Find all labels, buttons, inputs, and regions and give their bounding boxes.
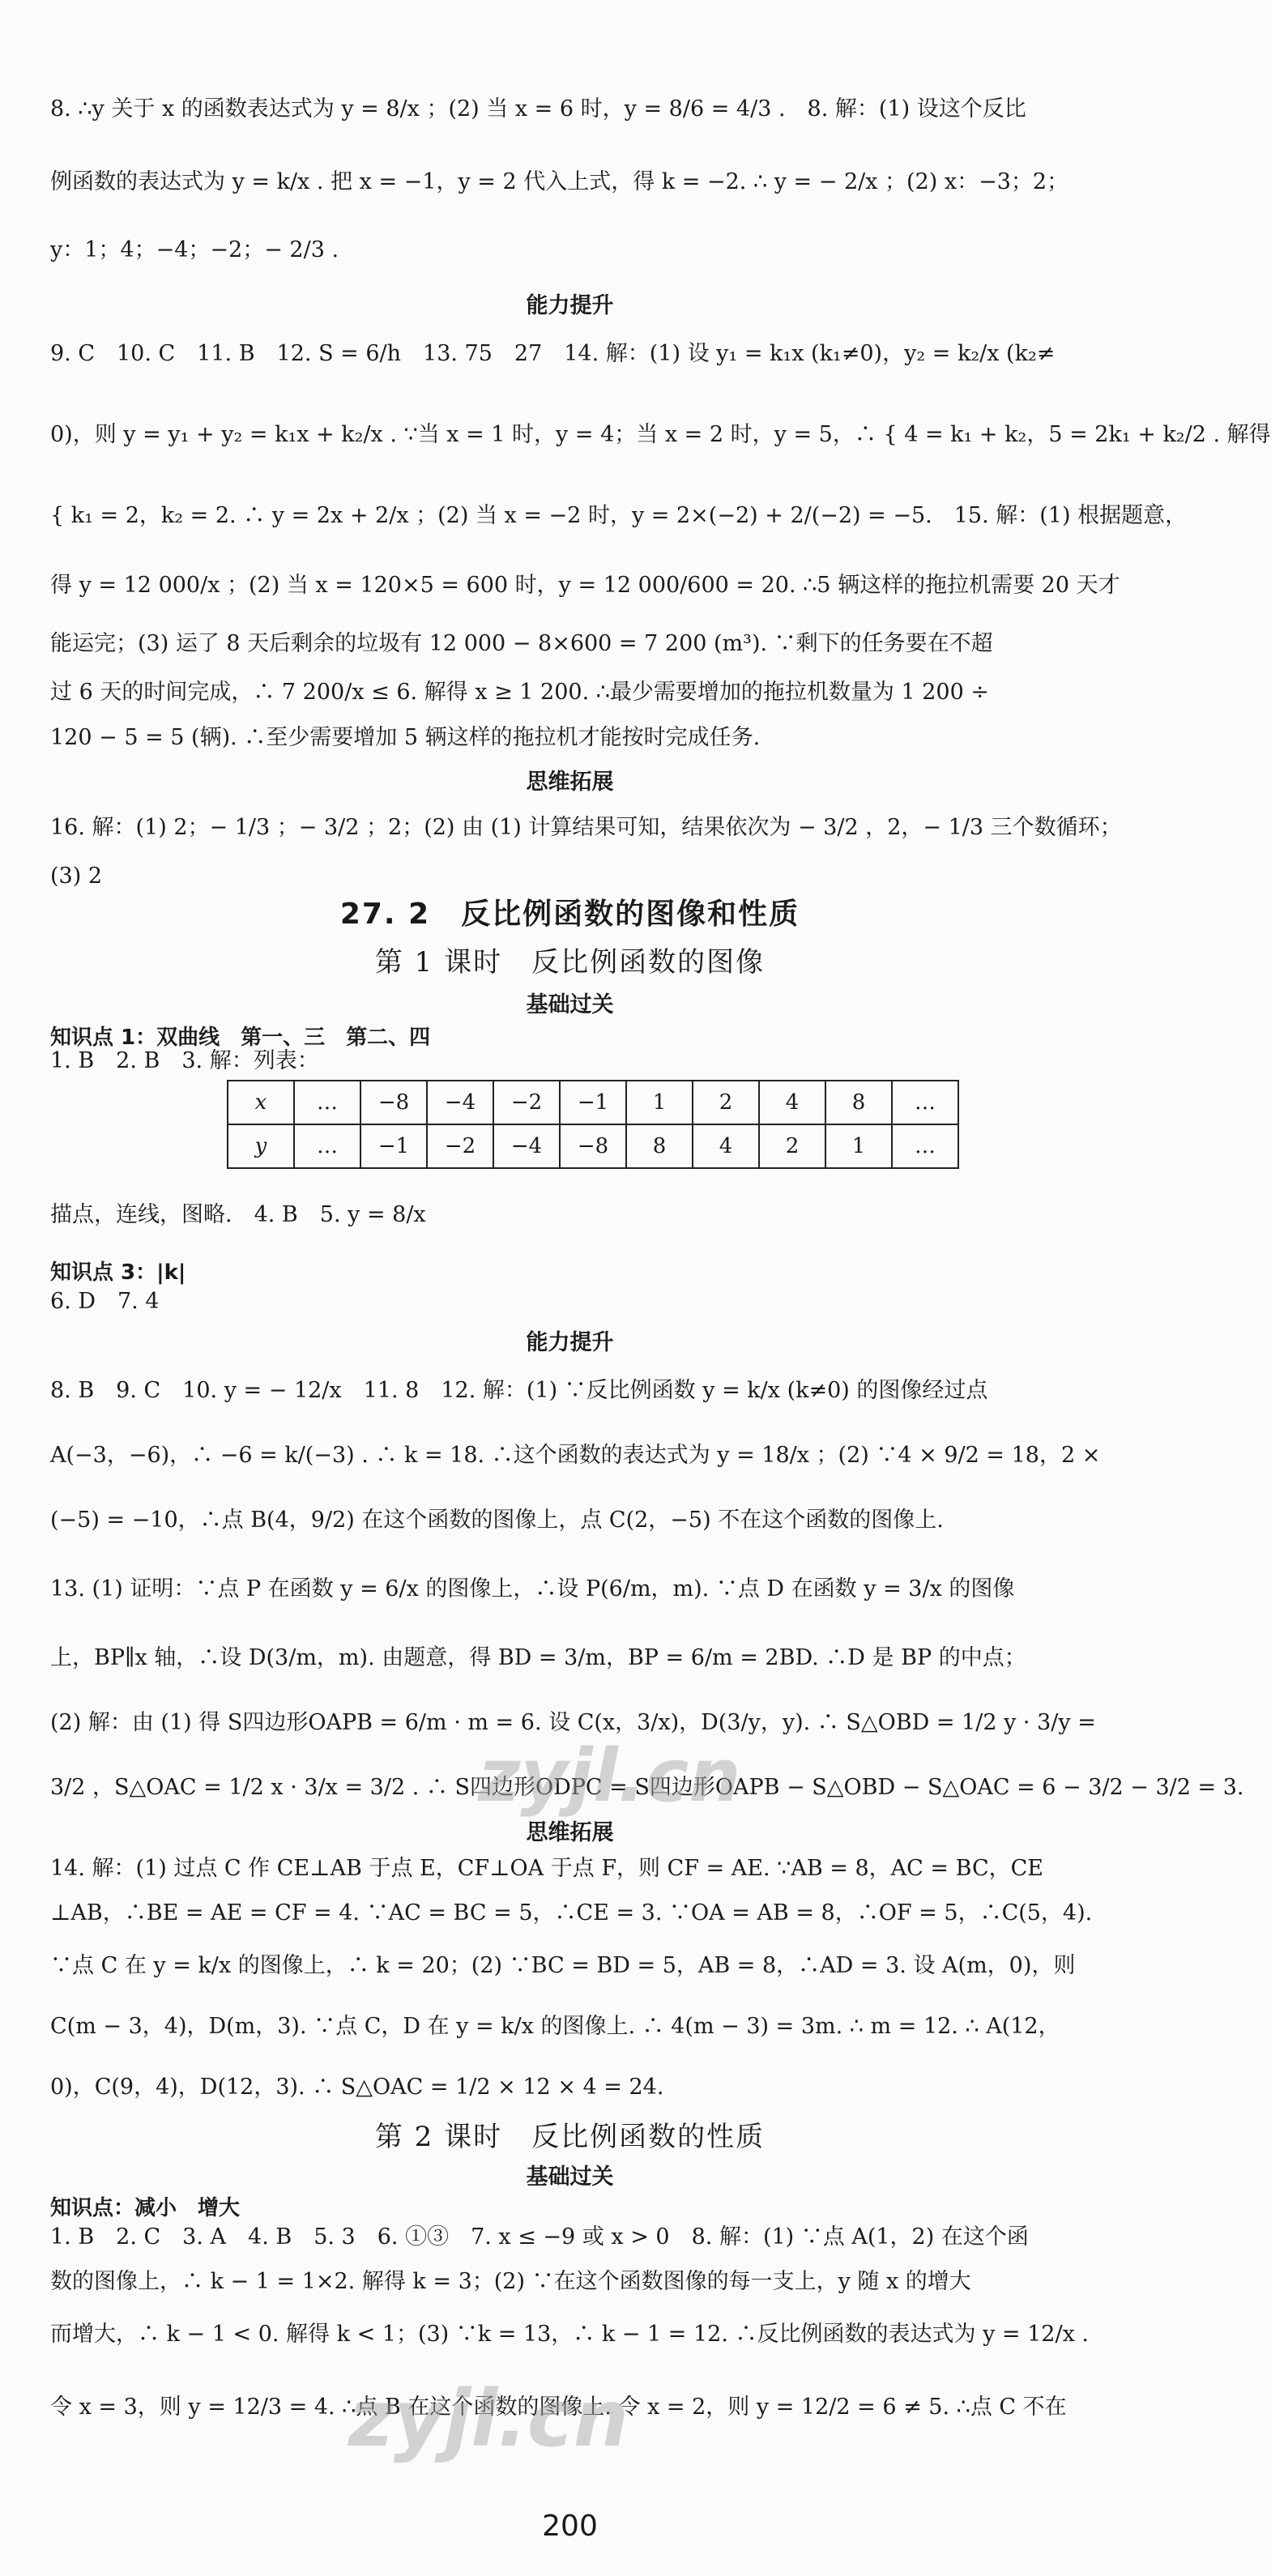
text-line: 16. 解：(1) 2；− 1/3 ；− 3/2 ；2；(2) 由 (1) 计算结果可知，结果依次为 − 3/2 ，2，− 1/3 三个数循环； — [50, 815, 1122, 840]
text-line: 3/2 ，S△OAC = 1/2 x · 3/x = 3/2 . ∴ S四边形ODPC = S四边形OAPB − S△OBD − S△OAC = 6 − 3/2 − 3/2 = 3. — [50, 1775, 1244, 1800]
table-cell: −8 — [360, 1081, 427, 1124]
table-cell: 1 — [626, 1081, 693, 1124]
text-line: (3) 2 — [50, 864, 103, 889]
text-line: 令 x = 3，则 y = 12/3 = 4. ∴点 B 在这个函数的图像上. 令 x = 2，则 y = 12/2 = 6 ≠ 5. ∴点 C 不在 — [50, 2395, 1067, 2420]
heading-ability-1: 能力提升 — [526, 293, 614, 318]
value-table — [227, 1080, 959, 1169]
text-line: 能运完；(3) 运了 8 天后剩余的垃圾有 12 000 − 8×600 = 7 200 (m³). ∵剩下的任务要在不超 — [50, 631, 993, 656]
text-line: ⊥AB，∴BE = AE = CF = 4. ∵AC = BC = 5，∴CE = 3. ∵OA = AB = 8，∴OF = 5，∴C(5，4). — [50, 1900, 1093, 1926]
table-cell: −4 — [427, 1081, 493, 1124]
text-line: (−5) = −10，∴点 B(4，9/2) 在这个函数的图像上，点 C(2，−5) 不在这个函数的图像上. — [50, 1508, 944, 1533]
table-row — [228, 1124, 958, 1168]
table-cell: 4 — [693, 1124, 759, 1168]
text-line: 例函数的表达式为 y = k/x . 把 x = −1，y = 2 代入上式，得 k = −2. ∴ y = − 2/x ；(2) x：−3；2； — [50, 169, 1069, 194]
watermark: zyjl.cn — [478, 1734, 741, 1819]
table-cell: 1 — [825, 1124, 892, 1168]
text-line: 0)，则 y = y₁ + y₂ = k₁x + k₂/x . ∵当 x = 1 时，y = 4；当 x = 2 时，y = 5，∴ { 4 = k₁ + k₂，5 = 2k₁ + k₂/2 . 解得 — [50, 422, 1271, 447]
text-line: 过 6 天的时间完成，∴ 7 200/x ≤ 6. 解得 x ≥ 1 200. ∴最少需要增加的拖拉机数量为 1 200 ÷ — [50, 680, 989, 705]
text-line: (2) 解：由 (1) 得 S四边形OAPB = 6/m · m = 6. 设 C(x，3/x)，D(3/y，y). ∴ S△OBD = 1/2 y · 3/y = — [50, 1710, 1096, 1735]
table-cell: −8 — [560, 1124, 626, 1168]
text-line: 0)，C(9，4)，D(12，3). ∴ S△OAC = 1/2 × 12 × 4 = 24. — [50, 2075, 664, 2100]
text-line: { k₁ = 2，k₂ = 2. ∴ y = 2x + 2/x ；(2) 当 x = −2 时，y = 2×(−2) + 2/(−2) = −5. 15. 解：(1) 根据题意， — [50, 503, 1188, 528]
table-cell: … — [294, 1081, 360, 1124]
table-cell: −4 — [493, 1124, 560, 1168]
table-cell: 2 — [759, 1124, 825, 1168]
text-line: 13. (1) 证明：∵点 P 在函数 y = 6/x 的图像上，∴设 P(6/m，m). ∵点 D 在函数 y = 3/x 的图像 — [50, 1576, 1015, 1601]
watermark: zyjl.cn — [348, 2373, 629, 2464]
text-line: y：1；4；−4；−2；− 2/3 . — [50, 237, 339, 262]
text-line: A(−3，−6)，∴ −6 = k/(−3) . ∴ k = 18. ∴这个函数的表达式为 y = 18/x ；(2) ∵4 × 9/2 = 18，2 × — [50, 1443, 1101, 1468]
table-cell: −2 — [493, 1081, 560, 1124]
table-cell: x — [228, 1081, 294, 1124]
heading-thinking-2: 思维拓展 — [526, 1820, 614, 1845]
text-line: ∵点 C 在 y = k/x 的图像上，∴ k = 20；(2) ∵BC = BD = 5，AB = 8，∴AD = 3. 设 A(m，0)，则 — [50, 1953, 1076, 1978]
text-line: 而增大，∴ k − 1 < 0. 解得 k < 1；(3) ∵k = 13，∴ k − 1 = 12. ∴反比例函数的表达式为 y = 12/x . — [50, 2322, 1089, 2347]
text-line: 120 − 5 = 5 (辆). ∴至少需要增加 5 辆这样的拖拉机才能按时完成任务. — [50, 725, 761, 750]
heading-basic-1: 基础过关 — [526, 992, 614, 1017]
text-line: 9. C 10. C 11. B 12. S = 6/h 13. 75 27 14. 解：(1) 设 y₁ = k₁x (k₁≠0)，y₂ = k₂/x (k₂≠ — [50, 341, 1056, 366]
page-number: 200 — [542, 2510, 598, 2543]
knowledge-point: 知识点：减小 增大 — [50, 2196, 241, 2220]
table-cell: −2 — [427, 1124, 493, 1168]
table-cell: 2 — [693, 1081, 759, 1124]
text-line: C(m − 3，4)，D(m，3). ∵点 C，D 在 y = k/x 的图像上. ∴ 4(m − 3) = 3m. ∴ m = 12. ∴ A(12， — [50, 2014, 1060, 2039]
text-line: 8. ∴y 关于 x 的函数表达式为 y = 8/x ；(2) 当 x = 6 时，y = 8/6 = 4/3 . 8. 解：(1) 设这个反比 — [50, 96, 1026, 122]
text-line: 6. D 7. 4 — [50, 1289, 160, 1314]
table-cell: −1 — [560, 1081, 626, 1124]
text-line: 8. B 9. C 10. y = − 12/x 11. 8 12. 解：(1) ∵反比例函数 y = k/x (k≠0) 的图像经过点 — [50, 1378, 988, 1403]
table-cell: … — [294, 1124, 360, 1168]
heading-thinking-1: 思维拓展 — [526, 770, 614, 795]
heading-basic-2: 基础过关 — [526, 2164, 614, 2190]
table-cell: 8 — [626, 1124, 693, 1168]
text-line: 1. B 2. B 3. 解：列表： — [50, 1048, 319, 1073]
text-line: 上，BP∥x 轴，∴设 D(3/m，m). 由题意，得 BD = 3/m，BP = 6/m = 2BD. ∴D 是 BP 的中点； — [50, 1645, 1026, 1670]
table-cell: −1 — [360, 1124, 427, 1168]
knowledge-point-1: 知识点 1：双曲线 第一、三 第二、四 — [50, 1026, 431, 1050]
heading-ability-2: 能力提升 — [526, 1330, 614, 1355]
text-line: 14. 解：(1) 过点 C 作 CE⊥AB 于点 E，CF⊥OA 于点 F，则 CF = AE. ∵AB = 8，AC = BC，CE — [50, 1856, 1043, 1881]
text-line: 1. B 2. C 3. A 4. B 5. 3 6. ①③ 7. x ≤ −9 或 x > 0 8. 解：(1) ∵点 A(1，2) 在这个函 — [50, 2224, 1029, 2250]
lesson-title-2: 第 2 课时 反比例函数的性质 — [374, 2121, 766, 2153]
table-cell: y — [228, 1124, 294, 1168]
text-line: 得 y = 12 000/x ；(2) 当 x = 120×5 = 600 时，y = 12 000/600 = 20. ∴5 辆这样的拖拉机需要 20 天才 — [50, 573, 1120, 598]
table-cell: … — [892, 1124, 958, 1168]
table-cell: 4 — [759, 1081, 825, 1124]
section-title: 27. 2 反比例函数的图像和性质 — [339, 898, 800, 931]
text-line: 描点，连线，图略. 4. B 5. y = 8/x — [50, 1202, 426, 1227]
table-cell: 8 — [825, 1081, 892, 1124]
knowledge-point-3: 知识点 3：|k| — [50, 1260, 186, 1285]
text-line: 数的图像上，∴ k − 1 = 1×2. 解得 k = 3；(2) ∵在这个函数图像的每一支上，y 随 x 的增大 — [50, 2269, 971, 2294]
table-cell: … — [892, 1081, 958, 1124]
table-row — [228, 1081, 958, 1124]
lesson-title-1: 第 1 课时 反比例函数的图像 — [374, 946, 766, 979]
